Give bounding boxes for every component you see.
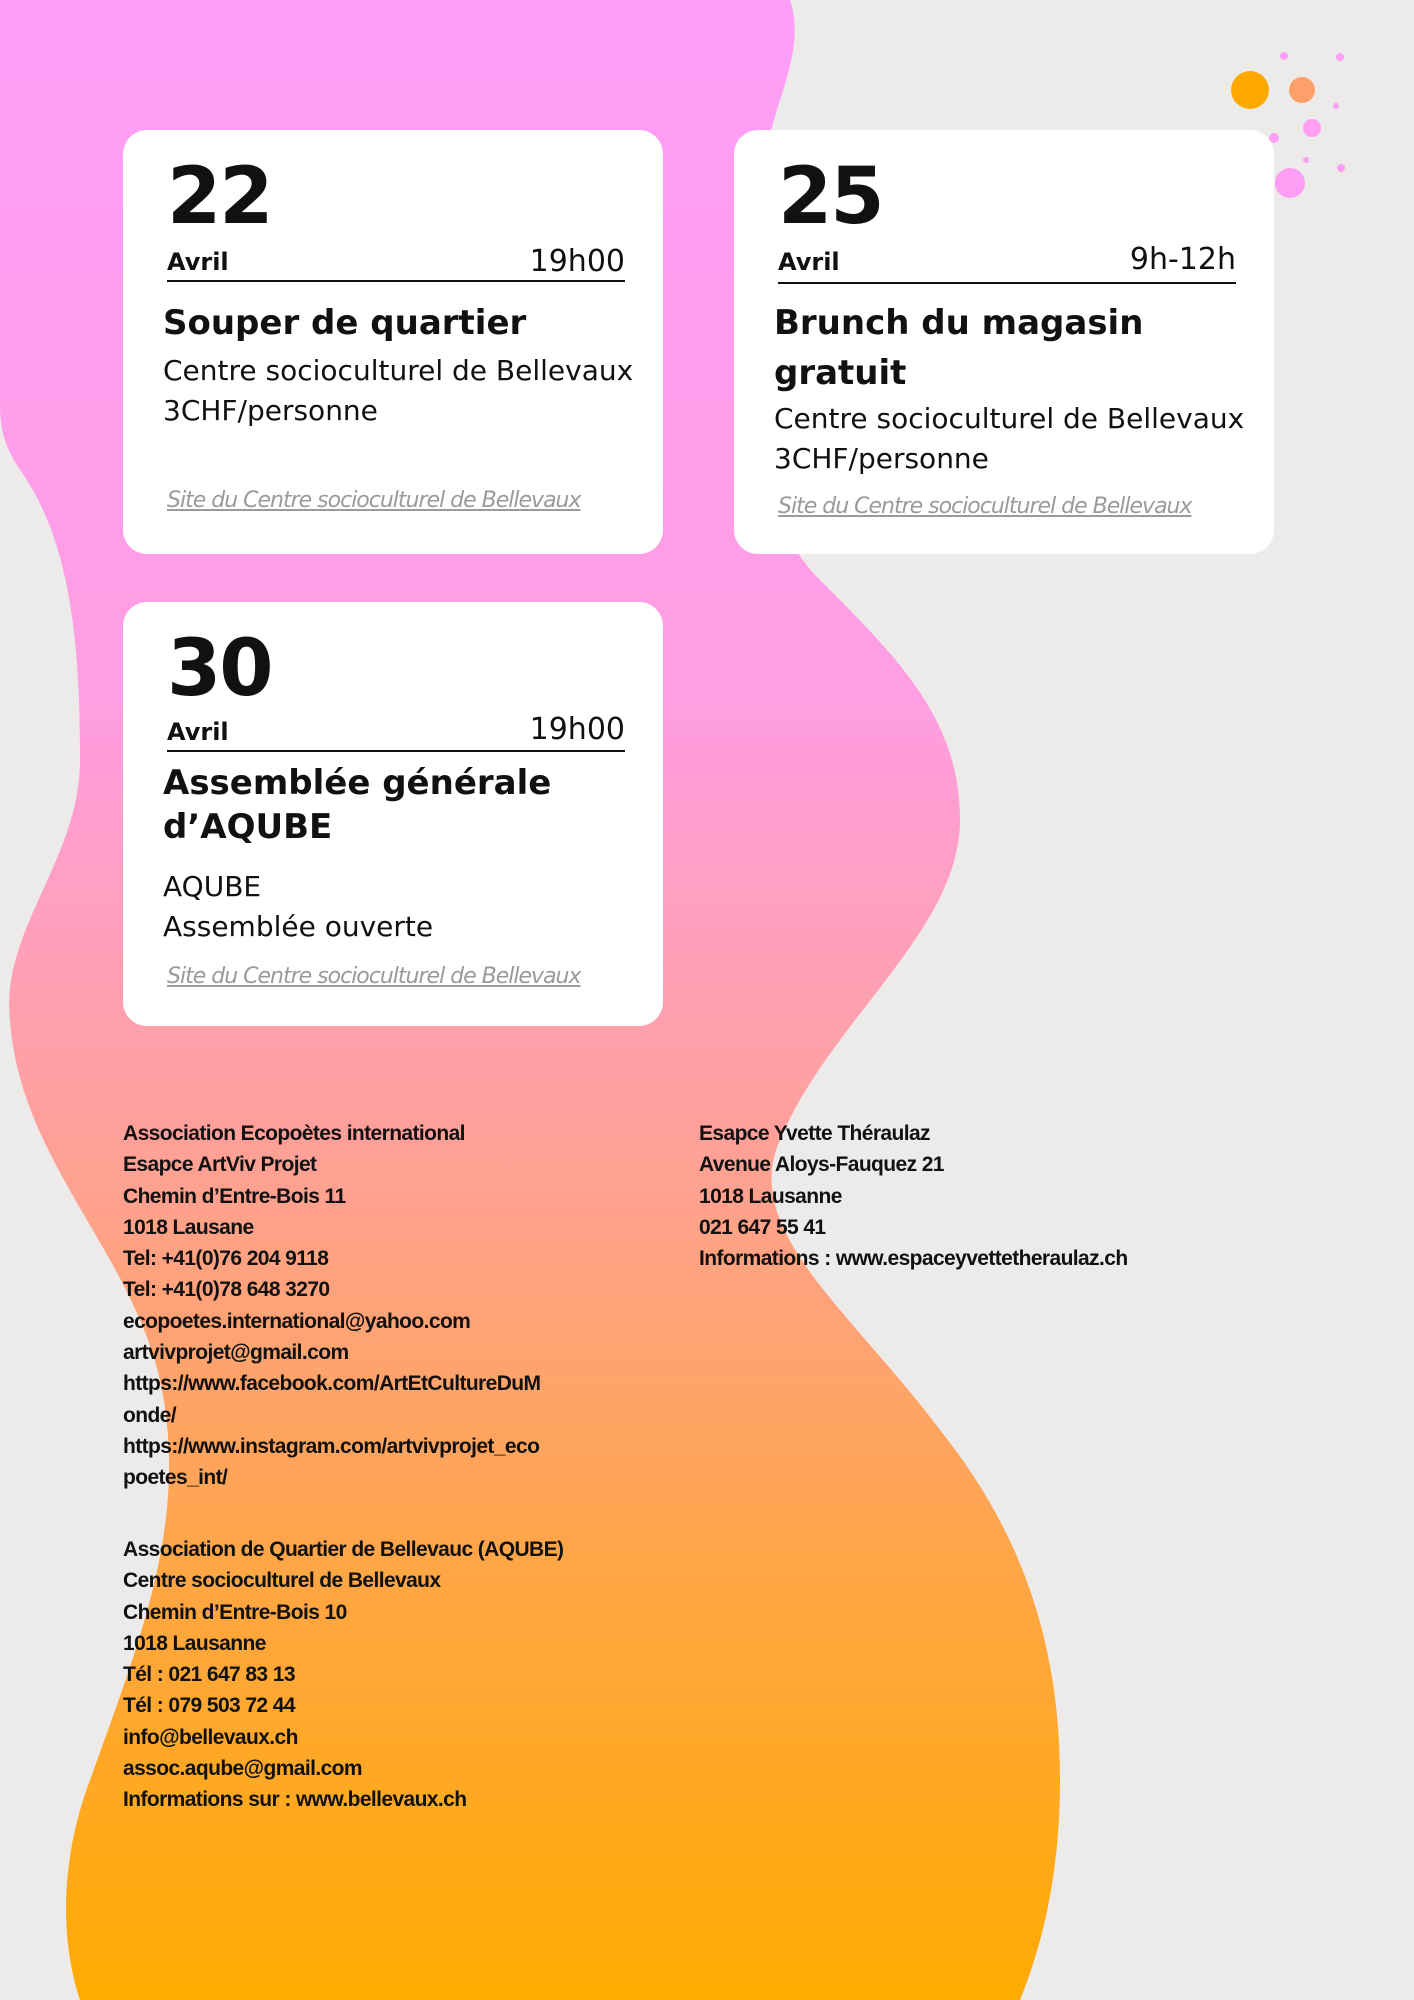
contact-instagram-link[interactable]: https://www.instagram.com/artvivprojet_eco [123, 1434, 540, 1458]
event-day: 22 [167, 152, 272, 242]
contact-email[interactable]: artvivprojet@gmail.com [123, 1341, 349, 1365]
event-month: Avril [778, 248, 840, 276]
contact-line: Avenue Aloys-Fauquez 21 [699, 1153, 944, 1177]
contact-ecopoetes [123, 1118, 540, 1494]
contact-phone[interactable]: 021 647 55 41 [699, 1215, 826, 1239]
event-card-1 [123, 130, 663, 554]
event-detail: 3CHF/personne [163, 394, 378, 427]
event-day: 25 [778, 152, 883, 242]
contact-line: Chemin d’Entre-Bois 11 [123, 1184, 346, 1208]
divider [778, 282, 1236, 284]
contact-line: 1018 Lausanne [123, 1631, 266, 1655]
event-title: d’AQUBE [163, 807, 333, 847]
divider [167, 750, 625, 752]
contact-instagram-link[interactable]: poetes_int/ [123, 1466, 228, 1490]
event-day: 30 [167, 624, 272, 714]
contact-email[interactable]: assoc.aqube@gmail.com [123, 1757, 362, 1781]
contact-phone[interactable]: Tél : 079 503 72 44 [123, 1694, 295, 1718]
contact-line: Centre socioculturel de Bellevaux [123, 1569, 441, 1593]
contact-phone[interactable]: Tel: +41(0)78 648 3270 [123, 1278, 330, 1302]
contact-line: 1018 Lausanne [699, 1184, 842, 1208]
event-title: Brunch du magasin [774, 303, 1144, 343]
event-title: gratuit [774, 353, 907, 393]
event-month: Avril [167, 718, 229, 746]
contact-line: Esapce Yvette Théraulaz [699, 1122, 930, 1145]
contact-line: Association Ecopoètes international [123, 1122, 465, 1145]
contact-line: 1018 Lausane [123, 1215, 254, 1239]
event-time: 9h-12h [1129, 242, 1236, 277]
event-month: Avril [167, 248, 229, 276]
contact-website[interactable]: Informations sur : www.bellevaux.ch [123, 1788, 467, 1812]
event-card-2 [734, 130, 1274, 554]
event-title: Assemblée générale [163, 763, 552, 803]
event-detail: AQUBE [163, 870, 262, 903]
contact-line: Chemin d’Entre-Bois 10 [123, 1600, 347, 1624]
contact-aqube [123, 1534, 563, 1816]
event-detail: 3CHF/personne [774, 442, 989, 475]
contact-line: Esapce ArtViv Projet [123, 1153, 317, 1177]
event-time: 19h00 [529, 244, 625, 279]
event-title: Souper de quartier [163, 303, 527, 343]
event-link[interactable]: Site du Centre socioculturel de Bellevaux [167, 488, 581, 513]
contact-facebook-link[interactable]: onde/ [123, 1403, 176, 1427]
contact-email[interactable]: info@bellevaux.ch [123, 1725, 298, 1749]
event-link[interactable]: Site du Centre socioculturel de Bellevaux [167, 964, 581, 989]
event-detail: Assemblée ouverte [163, 910, 434, 943]
contact-phone[interactable]: Tel: +41(0)76 204 9118 [123, 1247, 329, 1271]
contact-line: Association de Quartier de Bellevauc (AQUBE) [123, 1538, 564, 1561]
event-time: 19h00 [529, 712, 625, 747]
divider [167, 280, 625, 282]
contact-email[interactable]: ecopoetes.international@yahoo.com [123, 1309, 471, 1333]
contact-phone[interactable]: Tél : 021 647 83 13 [123, 1663, 295, 1687]
contact-yvette [699, 1118, 1128, 1274]
event-detail: Centre socioculturel de Bellevaux [774, 402, 1245, 435]
contact-website[interactable]: Informations : www.espaceyvettetheraulaz.ch [699, 1247, 1128, 1271]
event-card-3 [123, 602, 663, 1026]
event-detail: Centre socioculturel de Bellevaux [163, 354, 634, 387]
contact-facebook-link[interactable]: https://www.facebook.com/ArtEtCultureDuM [123, 1372, 541, 1396]
event-link[interactable]: Site du Centre socioculturel de Bellevaux [778, 494, 1192, 519]
